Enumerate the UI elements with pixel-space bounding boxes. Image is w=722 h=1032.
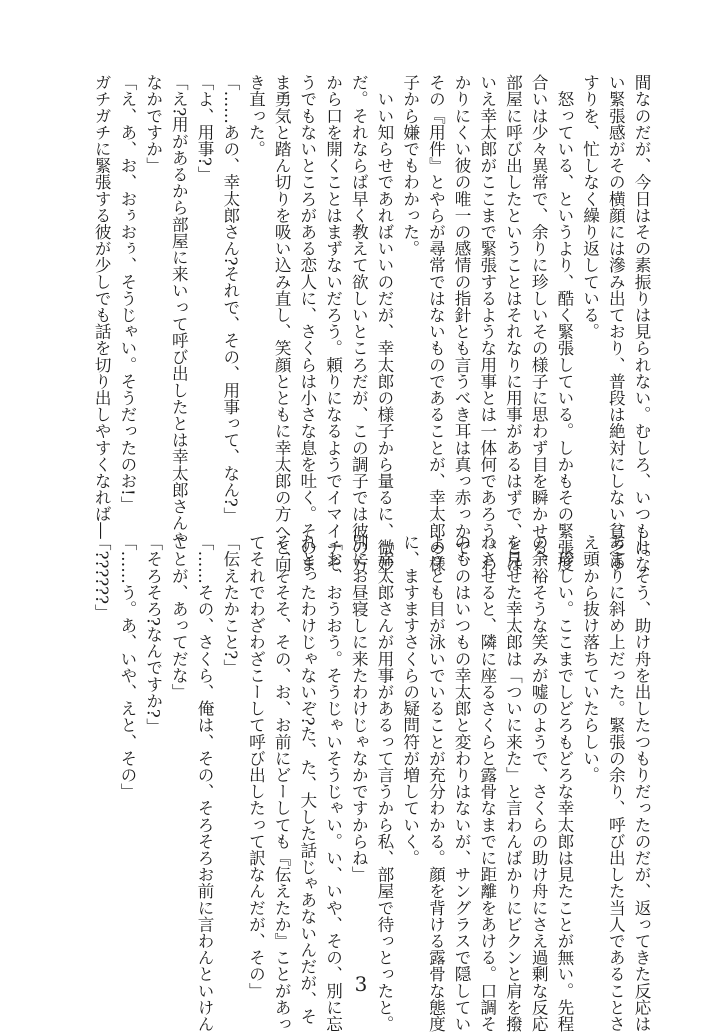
text-line: ねさせると、隣に座るさくらと露骨なまでに距離をあける。口調そ [477,534,497,1032]
text-line: 「え?用があるから部屋に来いって呼び出したとは幸太郎さんや [169,74,189,548]
text-line: 「……その、さくら、俺は、その、そろそろお前に言わんといけん [195,534,215,1032]
text-line: 合いは少々異常で、余りに珍しいその様子に思わず目を瞬かせる。 [529,74,549,572]
text-line: いえ幸太郎がここまで緊張するような用事とは一体何であろう。わ [477,74,497,572]
text-line: え頭から抜け落ちていたらしい。 [580,534,600,783]
text-line: そ、そそそ、その、お、お前にどーしても『伝えたか』ことがあっ [272,534,292,1032]
text-line: れとったわけじゃないぞ?た、た、大した話じゃあないんだが、そ [297,534,317,1025]
text-line: ことが、あってだな」 [169,534,189,700]
text-line: 「……あの、幸太郎さん?それで、その、用事って、なん?」 [220,74,240,524]
text-line: ―。そう、助け舟を出したつもりだったのだが、返ってきた反応は [632,534,651,1032]
page-number: 3 [354,972,368,996]
text-line: てそれでわざわざこーして呼び出したって訳なんだが、その」 [246,534,266,999]
text-line: 「……う。あ、いや、えと、その」 [117,534,137,800]
text-line: を見せた幸太郎は「ついに来た」と言わんばかりにビクンと肩を撥 [503,534,523,1032]
text-line: あまりに斜め上だった。緊張の余り、呼び出した当人であることさ [606,534,626,1032]
text-line: 「え、あ、お、おぅおぅ、そうじゃい。そうだったのお!」 [117,74,137,513]
text-line: 子から嫌でもわかった。 [400,74,420,257]
text-line: ま勇気と踏ん切りを吸い込み直し、笑顔とともに幸太郎の方へと向 [272,74,292,572]
text-line: から口を開くことはまずないだろう。頼りになるようでイマイチそ [323,74,343,572]
text-line: ようとも目が泳いでいることが充分わかる。顔を背ける露骨な態度 [426,534,446,1032]
text-line: うでもないところがある恋人に、さくらは小さな息を吐く。そのま [297,74,317,572]
text-line: 間なのだが、今日はその素振りは見られない。むしろ、いつもはな [632,74,651,572]
text-line: 珍しい。ここまでしどろもどろな幸太郎は見たことが無い。先程 [554,534,574,1032]
text-line: 怒っている、というより、酷く緊張している。しかもその緊張度 [554,74,574,572]
text-line: 「??????」 [92,534,112,621]
text-block-top [89,74,654,572]
text-line: 「よ、用事?」 [195,74,215,183]
text-line: 部屋に呼び出したということはそれなりに用事があるはずで、とは [503,74,523,572]
text-line: に、ますますさくらの疑問符が増していく。 [400,534,420,866]
text-line: の余裕そうな笑みが嘘のようで、さくらの助け舟にさえ過剰な反応 [529,534,549,1032]
text-line: 別にお昼寝しに来たわけじゃなかですからね」 [349,534,369,883]
text-line: 「お、おうおう。そうじゃいそうじゃい。い、いや、その、別に忘 [323,534,343,1032]
text-line: 「そろそろ?なんですか?」 [143,534,163,735]
text-line: かりにくい彼の唯一の感情の指針とも言うべき耳は真っ赤っかで、 [452,74,472,572]
text-line: い緊張感がその横顔には滲み出ており、普段は絶対にしない貧乏ゆ [606,74,626,572]
text-block-bottom [89,534,654,1032]
text-line: ガチガチに緊張する彼が少しでも話を切り出しやすくなれば― [92,74,112,539]
text-line: その『用件』とやらが尋常ではないものであることが、幸太郎の様 [426,74,446,572]
text-line: だ。それならば早く教えて欲しいところだが、この調子では彼の方 [349,74,369,572]
text-line: き直った。 [246,74,266,157]
text-line: なかですか」 [143,74,163,174]
text-line: のものはいつもの幸太郎と変わりはないが、サングラスで隠してい [452,534,472,1032]
text-line: 「伝えたかこと?」 [220,534,240,676]
text-line: すりを、忙しなく繰り返している。 [580,74,600,340]
text-line: 「幸太郎さんが用事があるって言うから私、部屋で待っとったと。 [374,534,394,1032]
text-line: いい知らせであればいいのだが、幸太郎の様子から量るに、微妙 [374,74,394,572]
